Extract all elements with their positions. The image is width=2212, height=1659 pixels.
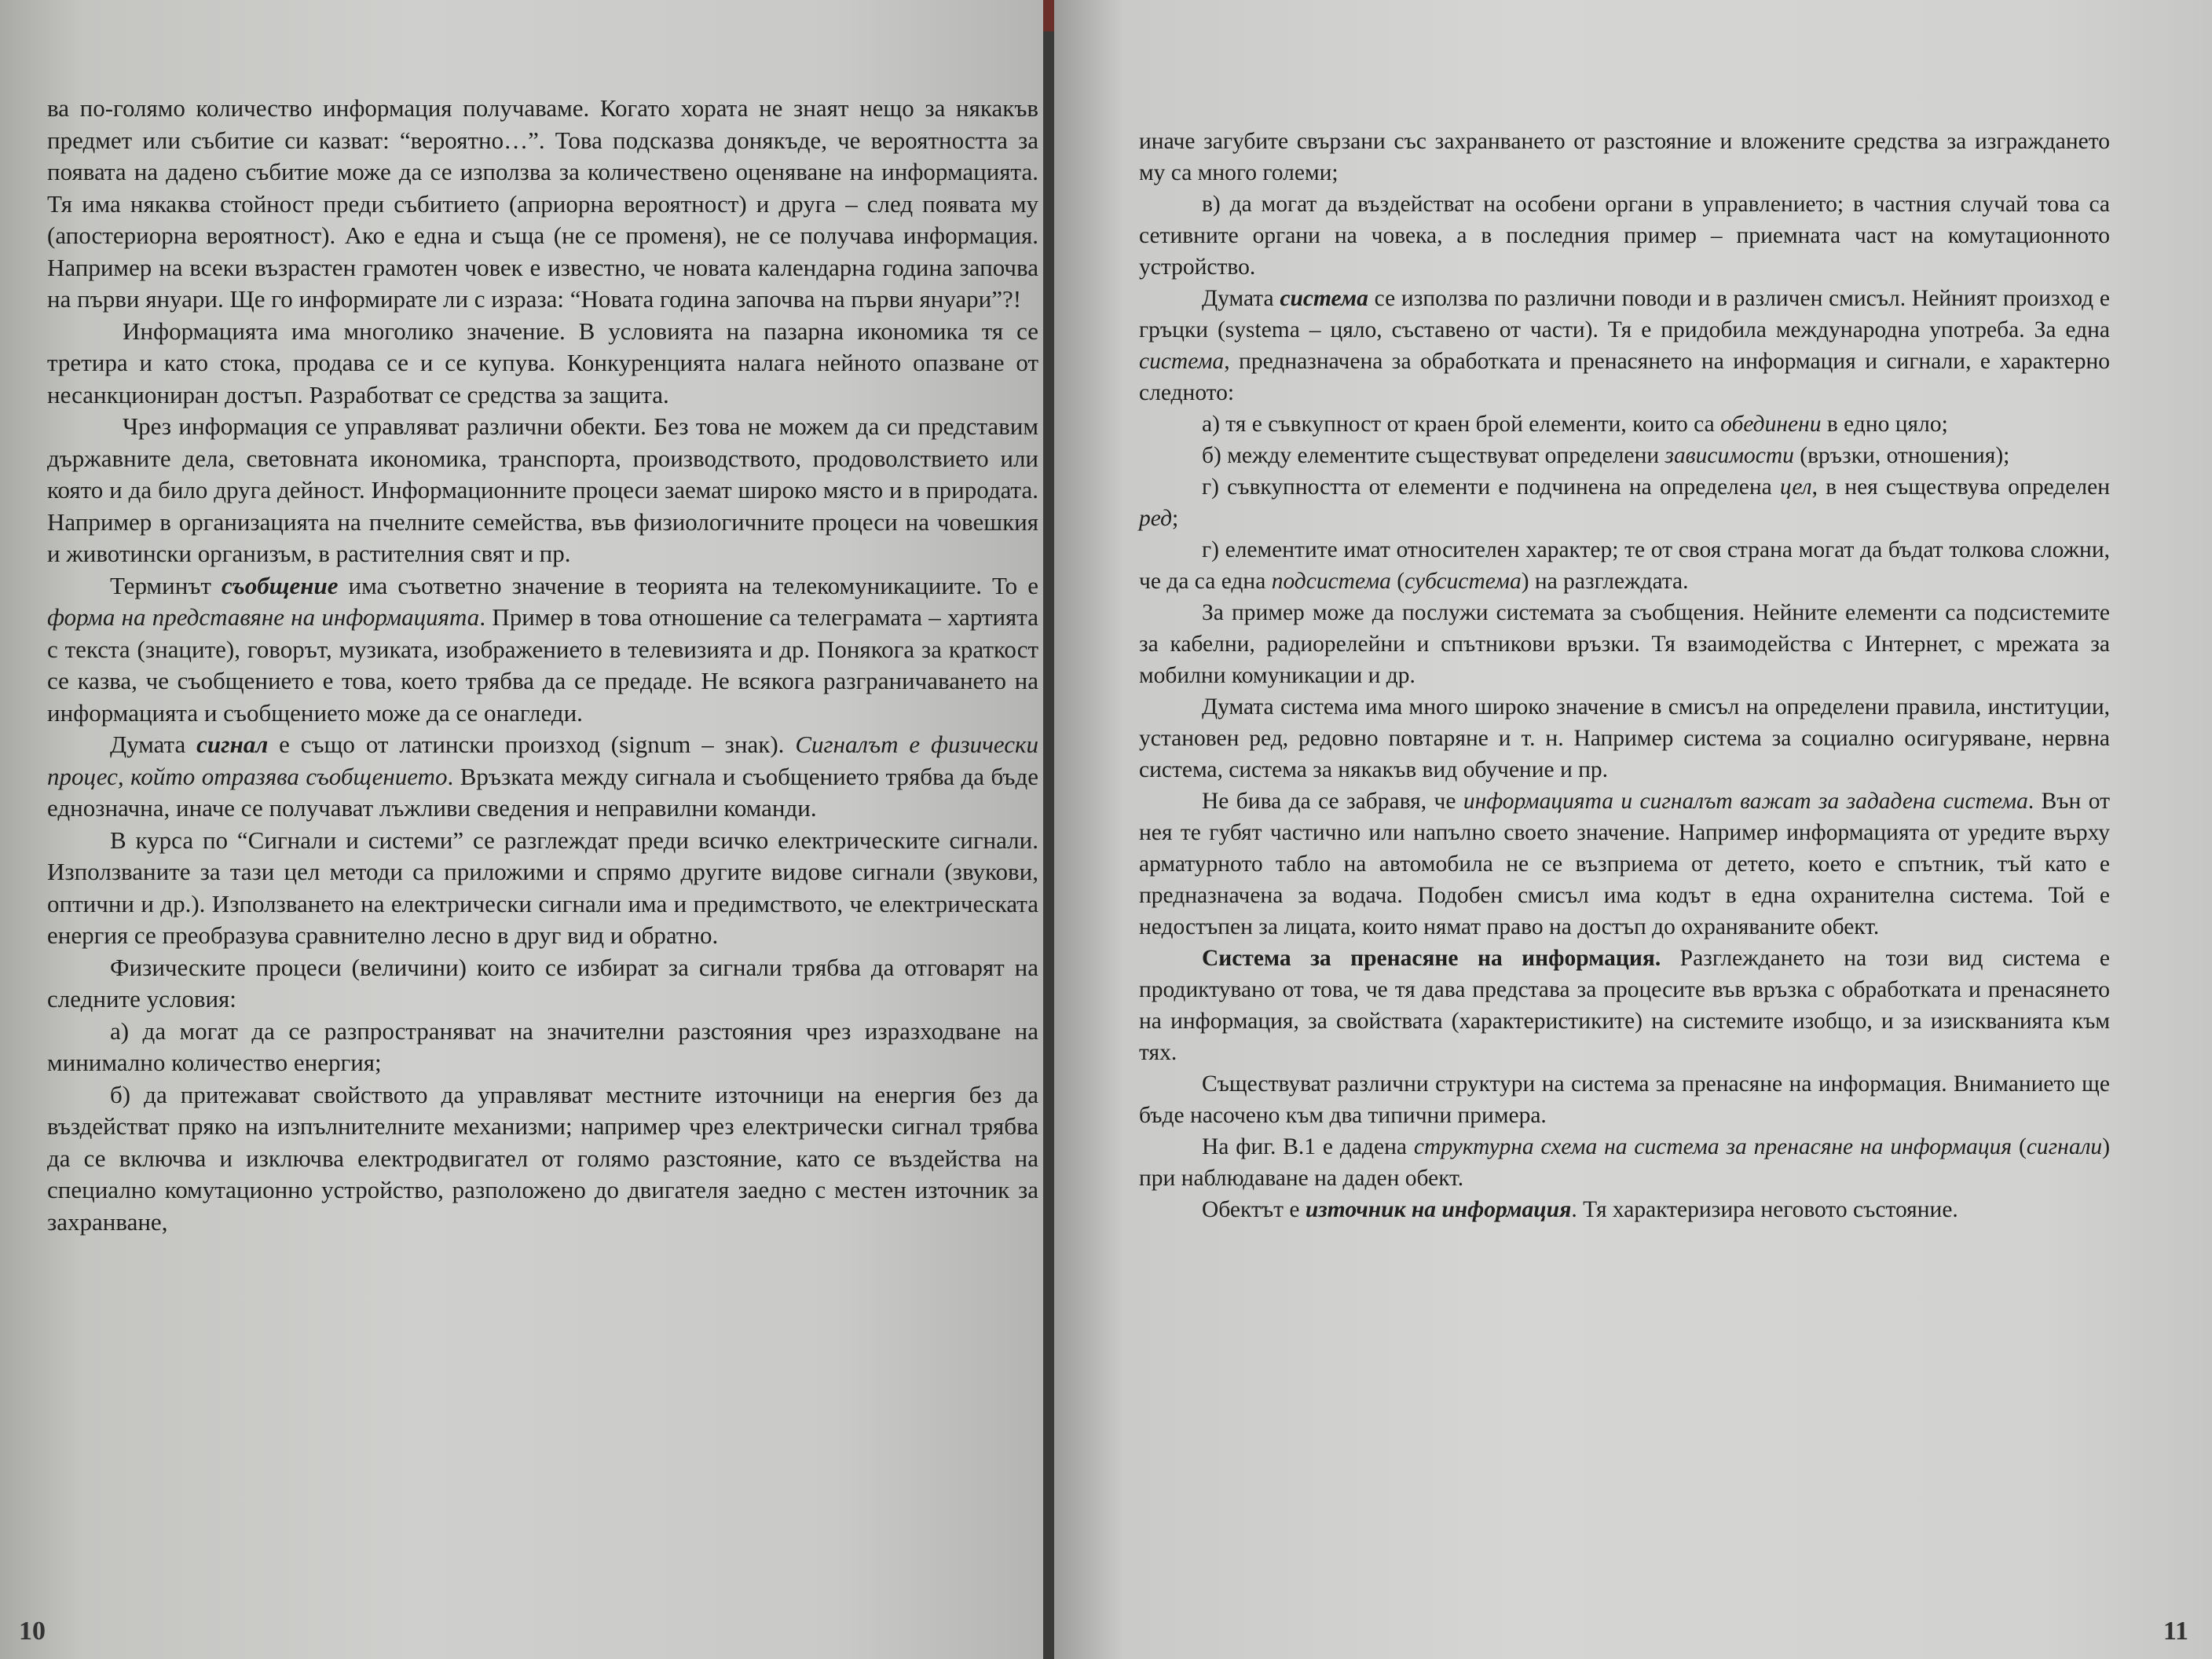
paragraph: Думата сигнал е също от латински произход (signum – знак). Сигналът е физически процес, който отразява съобщението. Връзката между сигнала и съобщението трябва да бъде еднозначна, иначе се получават лъжливи сведения и неправилни команди. (47, 731, 1038, 822)
paragraph: Думата система има много широко значение в смисъл на определени правила, институции, установен ред, редовно повтаряне и т. н. Например система за социално осигуряване, нервна система, система за някакъв вид обучение и пр. (1139, 694, 2110, 782)
list-item: б) между елементите съществуват определени зависимости (връзки, отношения); (1202, 443, 2010, 468)
term-iztochnik: източник на информация (1305, 1197, 1572, 1222)
list-item: а) да могат да се разпространяват на значителни разстояния чрез изразходване на минимално количество енергия; (47, 1016, 1038, 1076)
paragraph: За пример може да послужи системата за съобщения. Нейните елементи са подсистемите за кабелни, радиорелейни и спътникови връзки. Тя взаимодейства с Интернет, с мрежата за мобилни комуникации и др. (1139, 600, 2110, 688)
list-item: г) елементите имат относителен характер; те от своя страна могат да бъдат толкова сложни, че да са една подсистема (субсистема) на разглеждата. (1139, 537, 2110, 594)
term-soobshtenie: съобщение (222, 571, 339, 599)
paragraph: Не бива да се забравя, че информацията и сигналът важат за зададена система. Вън от нея те губят частично или напълно своето значение. Например информацията от уредите върху арматурното табло на автомобила не се възприема от детето, което е спътник, тъй като е предназначена за водача. Подобен смисъл има кодът в една охранителна система. Той е недостъпен за лицата, които нямат право на достъп до охраняваните обект. (1139, 789, 2110, 939)
term-sistema: система (1280, 286, 1368, 311)
paragraph: Обектът е източник на информация. Тя характеризира неговото състояние. (1202, 1197, 1958, 1222)
paragraph: ва по-голямо количество информация получаваме. Когато хората не знаят нещо за някакъв предмет или събитие си казват: “вероятно…”. Това подсказва донякъде, че вероятността за появата на дадено събитие може да се използва за количествено оценяване на информацията. Тя има някаква стойност преди събитието (априорна вероятност) и друга – след появата му (апостериорна вероятност). Ако е една и съща (не се променя), не се получава информация. Например на всеки възрастен грамотен човек е известно, че новата календарна година започва на първи януари. Ще го информирате ли с израза: “Новата година започва на първи януари”?! (47, 94, 1038, 313)
paragraph: На фиг. В.1 е дадена структурна схема на система за пренасяне на информация (сигнали) при наблюдаване на даден обект. (1139, 1134, 2111, 1191)
list-item: а) тя е съвкупност от краен брой елементи, които са обединени в едно цяло; (1202, 412, 1948, 437)
paragraph: Информацията има многолико значение. В условията на пазарна икономика тя се третира и като стока, продава се и се купува. Конкуренцията налага нейното опазване от несанкциониран достъп. Разработват се средства за защита. (47, 317, 1038, 408)
paragraph: В курса по “Сигнали и системи” се разглеждат преди всичко електрическите сигнали. Използваните за тази цел методи са приложими и спрямо другите видове сигнали (звукови, оптични и др.). Използването на електрически сигнали има и предимството, че електрическата енергия се преобразува сравнително лесно в друг вид и обратно. (47, 826, 1038, 949)
left-page (0, 0, 1043, 1659)
paragraph: Система за пренасяне на информация. Разглеждането на този вид система е продиктувано от това, че тя дава представа за процесите във връзка с обработката и пренасянето на информация, за свойствата (характеристиките) на системите изобщо, и за изискванията към тях. (1139, 946, 2110, 1065)
list-item: в) да могат да въздействат на особени органи в управлението; в частния случай това са сетивните органи на човека, а в последния пример – приемната част на комутационното устройство. (1139, 192, 2110, 280)
left-page-text (47, 93, 1038, 1238)
right-page-text (1139, 126, 2110, 1225)
paragraph: иначе загубите свързани със захранването от разстояние и вложените средства за изграждането му са много големи; (1139, 129, 2110, 185)
page-number: 11 (2163, 1617, 2188, 1646)
page-number: 10 (19, 1617, 46, 1646)
term-signal: сигнал (196, 731, 269, 758)
list-item: г) съвкупността от елементи е подчинена на определена цел, в нея съществува определен ред; (1139, 474, 2110, 531)
paragraph: Терминът съобщение има съответно значение в теорията на телекомуникациите. То е форма на представяне на информацията. Пример в това отношение са телеграмата – хартията с текста (знаците), говорът, музиката, изображението в телевизията и др. Понякога за краткост се казва, че съобщението е това, което трябва да се предаде. Не всякога разграничаването на информацията и съобщението може да се онагледи. (47, 571, 1039, 727)
section-heading: Система за пренасяне на информация. (1202, 946, 1661, 971)
list-item: б) да притежават свойството да управляват местните източници на енергия без да въздействат пряко на изпълнителните механизми; например чрез електрически сигнал трябва да се включва и изключва електродвигател от голямо разстояние, като се въздейства на специално комутационно устройство, разположено до двигателя заедно с местен източник за захранване, (47, 1080, 1038, 1236)
right-page (1054, 0, 2212, 1659)
paragraph: Думата система се използва по различни поводи и в различен смисъл. Нейният произход е гръцки (systema – цяло, съставено от части). Тя е придобила международна употреба. За една система, предназначена за обработката и пренасянето на информация и сигнали, е характерно следното: (1139, 286, 2110, 405)
paragraph: Чрез информация се управляват различни обекти. Без това не можем да си представим държавните дела, световната икономика, транспорта, производството, продоволствието или която и да било друга дейност. Информационните процеси заемат широко място и в природата. Например в организацията на пчелните семейства, във физиологичните процеси на човешкия и животински организъм, в растителния свят и пр. (47, 412, 1038, 567)
paragraph: Съществуват различни структури на система за пренасяне на информация. Вниманието ще бъде насочено към два типични примера. (1139, 1071, 2110, 1128)
paragraph: Физическите процеси (величини) които се избират за сигнали трябва да отговарят на следните условия: (47, 953, 1038, 1013)
